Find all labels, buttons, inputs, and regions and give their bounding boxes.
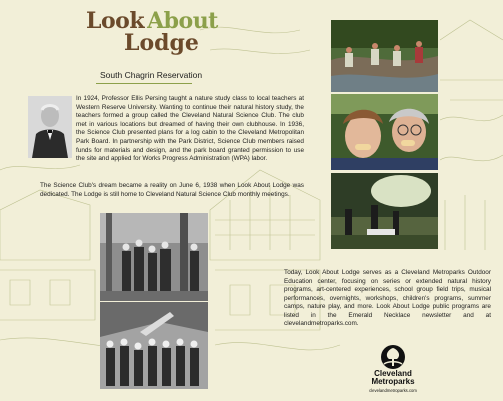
professor-portrait-photo	[28, 96, 72, 158]
historic-dedication-photo	[100, 302, 208, 389]
panel-title	[86, 8, 218, 56]
logo-name-line2: Metroparks	[371, 377, 415, 386]
dedication-paragraph: The Science Club's dream became a reality on June 6, 1938 when Look About Lodge was dedicated. The Lodge is still home to Cleveland Natural Science Club monthly meetings.	[40, 182, 304, 198]
cleveland-metroparks-logo	[356, 344, 430, 396]
logo-url: clevelandmetroparks.com	[369, 388, 417, 393]
title-about: About	[147, 8, 218, 34]
logo-name-line1: Cleveland	[374, 369, 412, 378]
title-look: Look	[86, 8, 145, 34]
metroparks-tree-icon	[379, 344, 407, 370]
kids-creek-photo	[331, 20, 438, 92]
subtitle-divider	[96, 83, 192, 84]
historic-group-photo	[100, 213, 208, 301]
panel-subtitle: South Chagrin Reservation	[100, 70, 203, 80]
history-paragraph: In 1924, Professor Ellis Persing taught a nature study class to local teachers at Western Reserve University. Wanting to continue their natural history study, the teachers formed a group called the Cleveland Natural Science Club. The club met in various locations but dreamed of having their own clubhouse. In 1936, the Science Club presented plans for a log cabin to the Cleveland Metropolitan Park Board. In partnership with the Park District, Science Club members raised funds for materials and design, and the park board granted permission to use the site and applied for Works Progress Administration (WPA) labor.	[76, 95, 304, 163]
smiling-campers-photo	[331, 94, 438, 170]
title-lodge: Lodge	[124, 30, 199, 56]
today-paragraph: Today, Look About Lodge serves as a Cleveland Metroparks Outdoor Education center, focusing on series or extended natural history programs, art-centered experiences, school group field trips, musical performances, overnights, workshops, children's programs, summer camps, nature play, and more. Look About Lodge public programs are listed in the Emerald Necklace newsletter and at clevelandmetroparks.com.	[284, 269, 491, 327]
music-performance-photo	[331, 173, 438, 249]
